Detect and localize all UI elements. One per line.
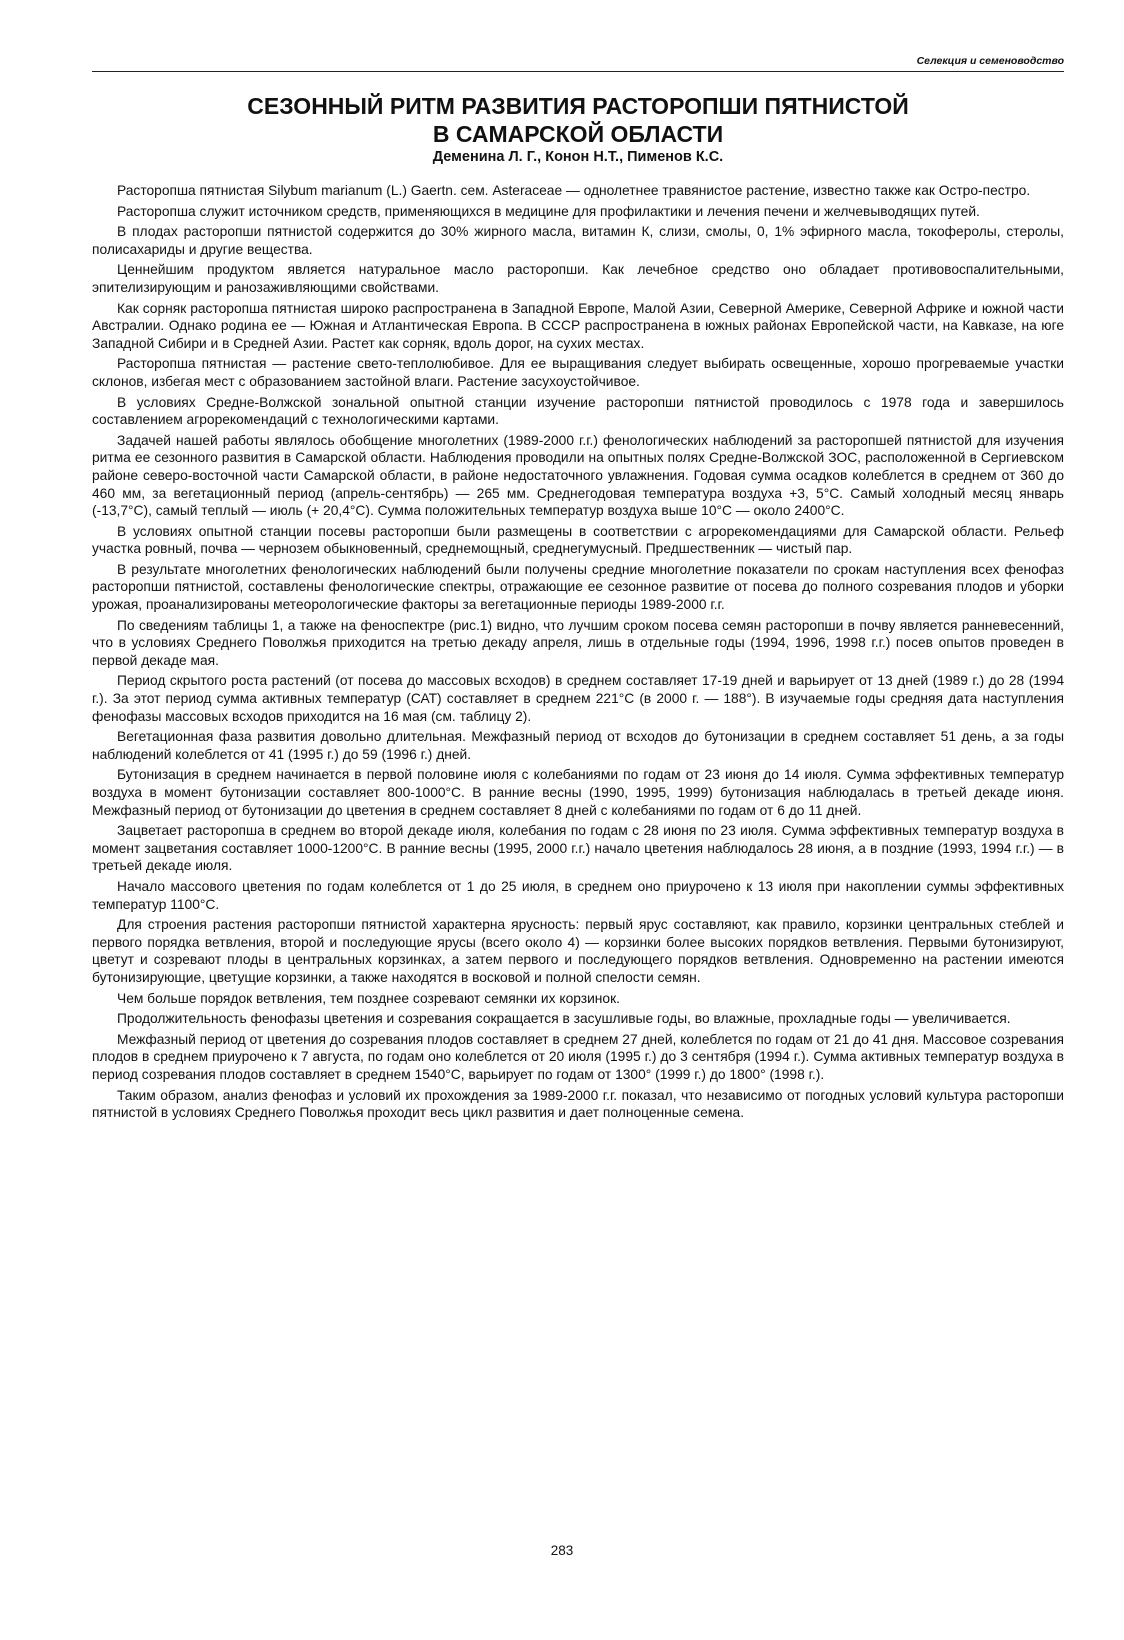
- paragraph: Межфазный период от цветения до созревания плодов составляет в среднем 27 дней, колеблется по годам от 21 до 41 дня. Массовое созревания плодов в среднем приурочено к 7 августа, по годам оно колеблется от 20 июля (1995 г.) до 3 сентября (1994 г.). Сумма активных температур воздуха в период созревания плодов составляет в среднем 1540°С, варьирует по годам от 1300° (1999 г.) до 1800° (1998 г.).: [92, 1031, 1064, 1082]
- paragraph: Расторопша пятнистая Silybum marianum (L.) Gaertn. сем. Asteraceae — однолетнее травянистое растение, известно также как Остро-пестро.: [117, 183, 1031, 198]
- paragraph: Ценнейшим продуктом является натуральное масло расторопши. Как лечебное средство оно обладает противовоспалительными, эпителизирующим и ранозаживляющими свойствами.: [92, 262, 1064, 295]
- header-divider: [92, 71, 1064, 72]
- paragraph: Период скрытого роста растений (от посева до массовых всходов) в среднем составляет 17-19 дней и варьирует от 13 дней (1989 г.) до 28 (1994 г.). За этот период сумма активных температур (САТ) составляет в среднем 221°С (в 2000 г. — 188°). В изучаемые годы средняя дата наступления фенофазы массовых всходов приходится на 16 мая (см. таблицу 2).: [92, 673, 1064, 724]
- title-line-1: СЕЗОННЫЙ РИТМ РАЗВИТИЯ РАСТОРОПШИ ПЯТНИСТОЙ: [247, 93, 909, 119]
- paragraph: Чем больше порядок ветвления, тем позднее созревают семянки их корзинок.: [117, 990, 620, 1006]
- article-title: [92, 92, 1064, 148]
- running-head: Селекция и семеноводство: [916, 55, 1064, 67]
- paragraph: По сведениям таблицы 1, а также на феноспектре (рис.1) видно, что лучшим сроком посева семян расторопши в почву является ранневесенний, что в условиях Среднего Поволжья приходится на третью декаду апреля, лишь в отдельные годы (1994, 1996, 1998 г.г.) посев опытов проведен в первой декаде мая.: [92, 617, 1064, 668]
- title-line-2: В САМАРСКОЙ ОБЛАСТИ: [432, 121, 724, 147]
- paragraph: Для строения растения расторопши пятнистой характерна ярусность: первый ярус составляют, как правило, корзинки центральных стеблей и первого порядка ветвления, второй и последующие ярусы (всего около 4) — корзинки более высоких порядков ветвления. Первыми бутонизируют, цветут и созревают плоды в центральных корзинках, а затем первого и последующего порядков ветвления. Одновременно на растении имеются бутонизирующие, цветущие корзинки, а также находятся в восковой и полной спелости семян.: [92, 917, 1064, 985]
- paragraph: В условиях опытной станции посевы расторопши были размещены в соответствии с агрорекомендациями для Самарской области. Рельеф участка ровный, почва — чернозем обыкновенный, среднемощный, среднегумусный. Предшественник — чистый пар.: [92, 523, 1064, 557]
- paragraph: В условиях Средне-Волжской зональной опытной станции изучение расторопши пятнистой проводилось с 1978 года и завершилось составлением агрорекомендаций с технологическими картами.: [92, 394, 1064, 428]
- paragraph: Зацветает расторопша в среднем во второй декаде июля, колебания по годам с 28 июня по 23 июля. Сумма эффективных температур воздуха в момент зацветания составляет 1000-1200°С. В ранние весны (1995, 2000 г.г.) начало цветения наблюдалось 28 июня, а в поздние (1993, 1994 г.г.) — в третьей декаде июля.: [92, 823, 1064, 874]
- article-body: [92, 182, 1064, 1125]
- paragraph: Расторопша служит источником средств, применяющихся в медицине для профилактики и лечения печени и желчевыводящих путей.: [117, 203, 980, 219]
- page-number: 283: [550, 1543, 574, 1558]
- paragraph: Задачей нашей работы являлось обобщение многолетних (1989-2000 г.г.) фенологических наблюдений за расторопшей пятнистой для изучения ритма ее сезонного развития в Самарской области. Наблюдения проводили на опытных полях Средне-Волжской ЗОС, расположенной в Сергиевском районе северо-восточной части Самарской области, в районе недостаточного увлажнения. Годовая сумма осадков колеблется в среднем от 360 до 460 мм, за вегетационный период (апрель-сентябрь) — 265 мм. Среднегодовая температура воздуха +3, 5°С. Самый холодный месяц январь (-13,7°С), самый теплый — июль (+ 20,4°С). Сумма положительных температур воздуха выше 10°С — около 2400°С.: [92, 432, 1064, 519]
- article-authors: Деменина Л. Г., Конон Н.Т., Пименов К.С.: [432, 149, 724, 165]
- paragraph: Продолжительность фенофазы цветения и созревания сокращается в засушливые годы, во влажные, прохладные годы — увеличивается.: [117, 1011, 1011, 1027]
- paragraph: Как сорняк расторопша пятнистая широко распространена в Западной Европе, Малой Азии, Северной Америке, Северной Африке и южной части Австралии. Однако родина ее — Южная и Атлантическая Европа. В СССР распространена в южных районах Европейской части, на Кавказе, на юге Западной Сибири и в Средней Азии. Растет как сорняк, вдоль дорог, на сухих местах.: [92, 300, 1064, 351]
- paragraph: Бутонизация в среднем начинается в первой половине июля с колебаниями по годам от 23 июня до 14 июля. Сумма эффективных температур воздуха в момент бутонизации составляет 800-1000°С. В ранние весны (1990, 1995, 1999) бутонизация наблюдалась в третьей декаде июня. Межфазный период от бутонизации до цветения в среднем составляет 8 дней с колебаниями по годам от 6 до 11 дней.: [92, 767, 1064, 818]
- paragraph: Таким образом, анализ фенофаз и условий их прохождения за 1989-2000 г.г. показал, что независимо от погодных условий культура расторопши пятнистой в условиях Среднего Поволжья проходит весь цикл развития и дает полноценные семена.: [92, 1087, 1064, 1121]
- paragraph: Расторопша пятнистая — растение свето-теплолюбивое. Для ее выращивания следует выбирать освещенные, хорошо прогреваемые участки склонов, избегая мест с образованием застойной влаги. Растение засухоустойчивое.: [92, 356, 1064, 389]
- paragraph: Вегетационная фаза развития довольно длительная. Межфазный период от всходов до бутонизации в среднем составляет 51 день, а за годы наблюдений колеблется от 41 (1995 г.) до 59 (1996 г.) дней.: [92, 729, 1064, 762]
- paragraph: Начало массового цветения по годам колеблется от 1 до 25 июля, в среднем оно приурочено к 13 июля при накоплении суммы эффективных температур 1100°С.: [92, 878, 1064, 912]
- paragraph: В результате многолетних фенологических наблюдений были получены средние многолетние показатели по срокам наступления всех фенофаз расторопши пятнистой, составлены фенологические спектры, отражающие ее сезонное развитие от посева до полного созревания плодов и уборки урожая, проанализированы метеорологические факторы за вегетационные периоды 1989-2000 г.г.: [92, 561, 1064, 613]
- paragraph: В плодах расторопши пятнистой содержится до 30% жирного масла, витамин К, слизи, смолы, 0, 1% эфирного масла, токоферолы, стеролы, полисахариды и другие вещества.: [92, 224, 1064, 257]
